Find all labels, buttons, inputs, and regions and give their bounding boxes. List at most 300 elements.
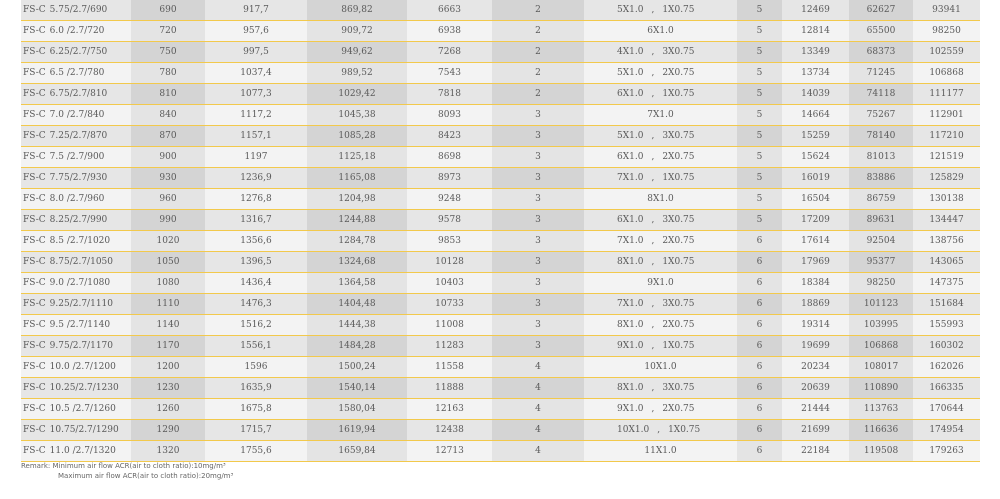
value-cell-6: 6 (737, 315, 782, 336)
value-cell-6: 6 (737, 399, 782, 420)
table-row (21, 294, 980, 315)
value-cell-2: 1556,1 (205, 336, 307, 357)
value-cell-4: 9853 (407, 231, 492, 252)
model-cell (21, 42, 131, 63)
filter-combo-cell (584, 252, 737, 273)
model-code: 5.75/2.7/690 (49, 5, 108, 15)
filter-separator: , (651, 5, 655, 15)
value-cell-4: 8698 (407, 147, 492, 168)
model-cell (21, 315, 131, 336)
filter-part-2: 1X0.75 (662, 257, 695, 267)
model-cell (21, 210, 131, 231)
filter-part-2: 2X0.75 (662, 404, 695, 414)
model-prefix: FS-C (23, 131, 46, 141)
value-cell-2: 1635,9 (205, 378, 307, 399)
value-cell-3: 1045,38 (307, 105, 407, 126)
filter-combo-cell (584, 399, 737, 420)
filter-separator: , (651, 341, 655, 351)
filter-part-1: 9X1.0 (647, 278, 674, 288)
filter-part-1: 5X1.0 (617, 68, 644, 78)
value-cell-9: 170644 (913, 399, 980, 420)
value-cell-3: 1029,42 (307, 84, 407, 105)
model-cell (21, 168, 131, 189)
value-cell-2: 1596 (205, 357, 307, 378)
value-cell-3: 1580,04 (307, 399, 407, 420)
table-row (21, 357, 980, 378)
value-cell-1: 690 (131, 0, 205, 21)
value-cell-1: 1200 (131, 357, 205, 378)
value-cell-4: 12163 (407, 399, 492, 420)
filter-combo-cell (584, 315, 737, 336)
value-cell-8: 74118 (849, 84, 913, 105)
value-cell-5: 3 (492, 147, 584, 168)
filter-part-2: 1X0.75 (668, 425, 701, 435)
value-cell-3: 1540,14 (307, 378, 407, 399)
value-cell-9: 174954 (913, 420, 980, 441)
value-cell-7: 18384 (782, 273, 849, 294)
filter-separator: , (651, 89, 655, 99)
value-cell-7: 16504 (782, 189, 849, 210)
value-cell-3: 1244,88 (307, 210, 407, 231)
value-cell-3: 1659,84 (307, 441, 407, 462)
value-cell-7: 21444 (782, 399, 849, 420)
model-cell (21, 420, 131, 441)
value-cell-7: 22184 (782, 441, 849, 462)
value-cell-5: 3 (492, 105, 584, 126)
value-cell-3: 869,82 (307, 0, 407, 21)
value-cell-4: 11008 (407, 315, 492, 336)
model-code: 8.0 /2.7/960 (49, 194, 105, 204)
value-cell-9: 93941 (913, 0, 980, 21)
value-cell-1: 990 (131, 210, 205, 231)
value-cell-6: 5 (737, 21, 782, 42)
filter-separator: , (657, 425, 661, 435)
table-body (21, 0, 980, 462)
value-cell-8: 95377 (849, 252, 913, 273)
model-prefix: FS-C (23, 68, 46, 78)
value-cell-5: 4 (492, 357, 584, 378)
model-prefix: FS-C (23, 152, 46, 162)
value-cell-7: 16019 (782, 168, 849, 189)
value-cell-6: 5 (737, 84, 782, 105)
value-cell-3: 1085,28 (307, 126, 407, 147)
remark-note (21, 462, 233, 481)
filter-part-1: 8X1.0 (617, 320, 644, 330)
filter-part-2: 1X0.75 (662, 5, 695, 15)
value-cell-2: 1077,3 (205, 84, 307, 105)
filter-part-1: 5X1.0 (617, 131, 644, 141)
value-cell-9: 112901 (913, 105, 980, 126)
value-cell-7: 19699 (782, 336, 849, 357)
model-code: 8.25/2.7/990 (49, 215, 108, 225)
value-cell-3: 1165,08 (307, 168, 407, 189)
filter-part-1: 9X1.0 (617, 341, 644, 351)
value-cell-8: 101123 (849, 294, 913, 315)
value-cell-1: 1080 (131, 273, 205, 294)
model-code: 10.25/2.7/1230 (49, 383, 119, 393)
filter-part-1: 6X1.0 (617, 89, 644, 99)
filter-part-2: 3X0.75 (662, 131, 695, 141)
value-cell-9: 155993 (913, 315, 980, 336)
value-cell-1: 900 (131, 147, 205, 168)
value-cell-1: 1290 (131, 420, 205, 441)
model-cell (21, 231, 131, 252)
filter-part-1: 8X1.0 (617, 257, 644, 267)
value-cell-2: 1197 (205, 147, 307, 168)
filter-separator: , (651, 152, 655, 162)
filter-combo-cell (584, 21, 737, 42)
model-prefix: FS-C (23, 5, 46, 15)
table-row (21, 273, 980, 294)
value-cell-5: 4 (492, 378, 584, 399)
value-cell-2: 1236,9 (205, 168, 307, 189)
model-cell (21, 273, 131, 294)
value-cell-4: 11558 (407, 357, 492, 378)
value-cell-3: 1284,78 (307, 231, 407, 252)
value-cell-3: 1324,68 (307, 252, 407, 273)
value-cell-4: 10403 (407, 273, 492, 294)
value-cell-9: 102559 (913, 42, 980, 63)
value-cell-6: 5 (737, 147, 782, 168)
value-cell-1: 1110 (131, 294, 205, 315)
value-cell-5: 3 (492, 231, 584, 252)
model-prefix: FS-C (23, 110, 46, 120)
value-cell-2: 1157,1 (205, 126, 307, 147)
table-row (21, 42, 980, 63)
value-cell-3: 1484,28 (307, 336, 407, 357)
value-cell-4: 11888 (407, 378, 492, 399)
value-cell-6: 6 (737, 336, 782, 357)
value-cell-7: 19314 (782, 315, 849, 336)
filter-part-1: 11X1.0 (644, 446, 677, 456)
value-cell-7: 20639 (782, 378, 849, 399)
value-cell-4: 6938 (407, 21, 492, 42)
filter-part-1: 6X1.0 (617, 215, 644, 225)
filter-part-1: 4X1.0 (617, 47, 644, 57)
filter-part-2: 1X0.75 (662, 89, 695, 99)
value-cell-4: 7268 (407, 42, 492, 63)
value-cell-4: 12438 (407, 420, 492, 441)
filter-part-2: 1X0.75 (662, 341, 695, 351)
value-cell-4: 7818 (407, 84, 492, 105)
value-cell-5: 2 (492, 84, 584, 105)
value-cell-5: 3 (492, 168, 584, 189)
model-prefix: FS-C (23, 362, 46, 372)
filter-separator: , (651, 236, 655, 246)
value-cell-7: 15259 (782, 126, 849, 147)
model-prefix: FS-C (23, 47, 46, 57)
remark-line-2: Maximum air flow ACR(air to cloth ratio):20mg/m³ (58, 471, 234, 480)
model-code: 8.5 /2.7/1020 (49, 236, 111, 246)
value-cell-8: 98250 (849, 273, 913, 294)
model-cell (21, 126, 131, 147)
filter-separator: , (651, 131, 655, 141)
table-row (21, 84, 980, 105)
model-prefix: FS-C (23, 194, 46, 204)
model-prefix: FS-C (23, 341, 46, 351)
value-cell-8: 81013 (849, 147, 913, 168)
filter-part-2: 3X0.75 (662, 383, 695, 393)
value-cell-1: 810 (131, 84, 205, 105)
value-cell-2: 1516,2 (205, 315, 307, 336)
value-cell-7: 17614 (782, 231, 849, 252)
value-cell-7: 17209 (782, 210, 849, 231)
value-cell-5: 4 (492, 420, 584, 441)
model-cell (21, 252, 131, 273)
model-cell (21, 147, 131, 168)
filter-part-1: 10X1.0 (617, 425, 650, 435)
value-cell-9: 111177 (913, 84, 980, 105)
table-row (21, 21, 980, 42)
value-cell-1: 1050 (131, 252, 205, 273)
filter-combo-cell (584, 189, 737, 210)
filter-combo-cell (584, 147, 737, 168)
value-cell-6: 5 (737, 126, 782, 147)
value-cell-1: 930 (131, 168, 205, 189)
model-code: 11.0 /2.7/1320 (49, 446, 116, 456)
model-code: 9.75/2.7/1170 (49, 341, 113, 351)
model-prefix: FS-C (23, 89, 46, 99)
value-cell-3: 909,72 (307, 21, 407, 42)
table-row (21, 168, 980, 189)
specification-table (21, 0, 980, 462)
model-cell (21, 357, 131, 378)
value-cell-7: 18869 (782, 294, 849, 315)
value-cell-2: 1396,5 (205, 252, 307, 273)
value-cell-8: 75267 (849, 105, 913, 126)
filter-separator: , (651, 215, 655, 225)
filter-separator: , (651, 257, 655, 267)
filter-separator: , (651, 299, 655, 309)
value-cell-6: 6 (737, 252, 782, 273)
data-sheet (21, 0, 980, 462)
table-row (21, 105, 980, 126)
table-row (21, 147, 980, 168)
value-cell-8: 110890 (849, 378, 913, 399)
value-cell-9: 98250 (913, 21, 980, 42)
model-code: 6.5 /2.7/780 (49, 68, 105, 78)
value-cell-6: 5 (737, 63, 782, 84)
value-cell-2: 1476,3 (205, 294, 307, 315)
value-cell-8: 62627 (849, 0, 913, 21)
model-code: 8.75/2.7/1050 (49, 257, 113, 267)
table-row (21, 315, 980, 336)
model-cell (21, 189, 131, 210)
filter-part-1: 7X1.0 (617, 173, 644, 183)
table-row (21, 252, 980, 273)
value-cell-5: 2 (492, 21, 584, 42)
filter-part-1: 7X1.0 (647, 110, 674, 120)
filter-separator: , (651, 68, 655, 78)
table-row (21, 399, 980, 420)
table-row (21, 63, 980, 84)
table-row (21, 441, 980, 462)
value-cell-6: 6 (737, 357, 782, 378)
value-cell-1: 1140 (131, 315, 205, 336)
filter-part-1: 7X1.0 (617, 236, 644, 246)
value-cell-1: 750 (131, 42, 205, 63)
filter-combo-cell (584, 168, 737, 189)
filter-part-1: 10X1.0 (644, 362, 677, 372)
value-cell-6: 6 (737, 273, 782, 294)
model-code: 9.0 /2.7/1080 (49, 278, 111, 288)
value-cell-9: 151684 (913, 294, 980, 315)
value-cell-8: 116636 (849, 420, 913, 441)
value-cell-2: 997,5 (205, 42, 307, 63)
value-cell-2: 1436,4 (205, 273, 307, 294)
model-code: 9.5 /2.7/1140 (49, 320, 111, 330)
value-cell-5: 2 (492, 0, 584, 21)
value-cell-7: 15624 (782, 147, 849, 168)
value-cell-5: 3 (492, 273, 584, 294)
filter-part-2: 2X0.75 (662, 68, 695, 78)
table-row (21, 0, 980, 21)
value-cell-9: 138756 (913, 231, 980, 252)
filter-combo-cell (584, 84, 737, 105)
value-cell-8: 65500 (849, 21, 913, 42)
value-cell-9: 117210 (913, 126, 980, 147)
table-row (21, 126, 980, 147)
value-cell-5: 2 (492, 42, 584, 63)
filter-combo-cell (584, 294, 737, 315)
value-cell-5: 3 (492, 336, 584, 357)
value-cell-3: 1444,38 (307, 315, 407, 336)
filter-combo-cell (584, 441, 737, 462)
model-cell (21, 105, 131, 126)
value-cell-8: 89631 (849, 210, 913, 231)
filter-combo-cell (584, 378, 737, 399)
value-cell-7: 12469 (782, 0, 849, 21)
value-cell-8: 83886 (849, 168, 913, 189)
value-cell-4: 11283 (407, 336, 492, 357)
value-cell-5: 2 (492, 63, 584, 84)
value-cell-9: 166335 (913, 378, 980, 399)
value-cell-3: 1204,98 (307, 189, 407, 210)
value-cell-5: 3 (492, 210, 584, 231)
filter-part-2: 3X0.75 (662, 299, 695, 309)
value-cell-1: 1230 (131, 378, 205, 399)
filter-part-2: 2X0.75 (662, 236, 695, 246)
value-cell-6: 6 (737, 420, 782, 441)
model-code: 7.0 /2.7/840 (49, 110, 105, 120)
value-cell-4: 6663 (407, 0, 492, 21)
table-row (21, 231, 980, 252)
filter-part-1: 6X1.0 (617, 152, 644, 162)
table-row (21, 336, 980, 357)
model-cell (21, 63, 131, 84)
model-prefix: FS-C (23, 320, 46, 330)
value-cell-8: 92504 (849, 231, 913, 252)
filter-separator: , (651, 404, 655, 414)
model-code: 10.5 /2.7/1260 (49, 404, 116, 414)
filter-combo-cell (584, 126, 737, 147)
value-cell-7: 21699 (782, 420, 849, 441)
value-cell-5: 3 (492, 315, 584, 336)
value-cell-2: 1715,7 (205, 420, 307, 441)
value-cell-2: 1316,7 (205, 210, 307, 231)
value-cell-3: 1364,58 (307, 273, 407, 294)
value-cell-4: 8423 (407, 126, 492, 147)
value-cell-5: 4 (492, 441, 584, 462)
value-cell-4: 12713 (407, 441, 492, 462)
value-cell-4: 10128 (407, 252, 492, 273)
value-cell-4: 10733 (407, 294, 492, 315)
table-row (21, 210, 980, 231)
model-code: 7.25/2.7/870 (49, 131, 108, 141)
value-cell-9: 121519 (913, 147, 980, 168)
filter-part-2: 3X0.75 (662, 215, 695, 225)
model-prefix: FS-C (23, 26, 46, 36)
filter-separator: , (651, 47, 655, 57)
table-row (21, 189, 980, 210)
value-cell-1: 840 (131, 105, 205, 126)
value-cell-9: 147375 (913, 273, 980, 294)
model-code: 6.0 /2.7/720 (49, 26, 105, 36)
model-code: 10.0 /2.7/1200 (49, 362, 116, 372)
value-cell-8: 103995 (849, 315, 913, 336)
model-cell (21, 0, 131, 21)
value-cell-9: 143065 (913, 252, 980, 273)
value-cell-6: 5 (737, 42, 782, 63)
filter-separator: , (651, 383, 655, 393)
value-cell-9: 160302 (913, 336, 980, 357)
model-code: 7.5 /2.7/900 (49, 152, 105, 162)
value-cell-2: 1117,2 (205, 105, 307, 126)
value-cell-1: 1320 (131, 441, 205, 462)
filter-part-1: 8X1.0 (647, 194, 674, 204)
model-prefix: FS-C (23, 425, 46, 435)
model-prefix: FS-C (23, 215, 46, 225)
value-cell-5: 3 (492, 252, 584, 273)
value-cell-5: 3 (492, 189, 584, 210)
model-prefix: FS-C (23, 446, 46, 456)
filter-combo-cell (584, 336, 737, 357)
value-cell-6: 5 (737, 105, 782, 126)
filter-part-1: 7X1.0 (617, 299, 644, 309)
model-prefix: FS-C (23, 299, 46, 309)
model-prefix: FS-C (23, 257, 46, 267)
model-prefix: FS-C (23, 404, 46, 414)
model-cell (21, 441, 131, 462)
value-cell-2: 1356,6 (205, 231, 307, 252)
filter-combo-cell (584, 420, 737, 441)
model-cell (21, 84, 131, 105)
value-cell-9: 134447 (913, 210, 980, 231)
model-code: 6.25/2.7/750 (49, 47, 108, 57)
filter-combo-cell (584, 231, 737, 252)
model-cell (21, 294, 131, 315)
filter-part-1: 5X1.0 (617, 5, 644, 15)
model-code: 7.75/2.7/930 (49, 173, 108, 183)
value-cell-9: 179263 (913, 441, 980, 462)
value-cell-7: 20234 (782, 357, 849, 378)
value-cell-8: 119508 (849, 441, 913, 462)
value-cell-3: 1500,24 (307, 357, 407, 378)
table-row (21, 420, 980, 441)
value-cell-3: 949,62 (307, 42, 407, 63)
filter-part-1: 8X1.0 (617, 383, 644, 393)
model-code: 10.75/2.7/1290 (49, 425, 119, 435)
value-cell-4: 7543 (407, 63, 492, 84)
value-cell-5: 4 (492, 399, 584, 420)
value-cell-1: 780 (131, 63, 205, 84)
value-cell-9: 125829 (913, 168, 980, 189)
model-prefix: FS-C (23, 383, 46, 393)
model-cell (21, 336, 131, 357)
value-cell-2: 1755,6 (205, 441, 307, 462)
value-cell-7: 13734 (782, 63, 849, 84)
value-cell-7: 17969 (782, 252, 849, 273)
